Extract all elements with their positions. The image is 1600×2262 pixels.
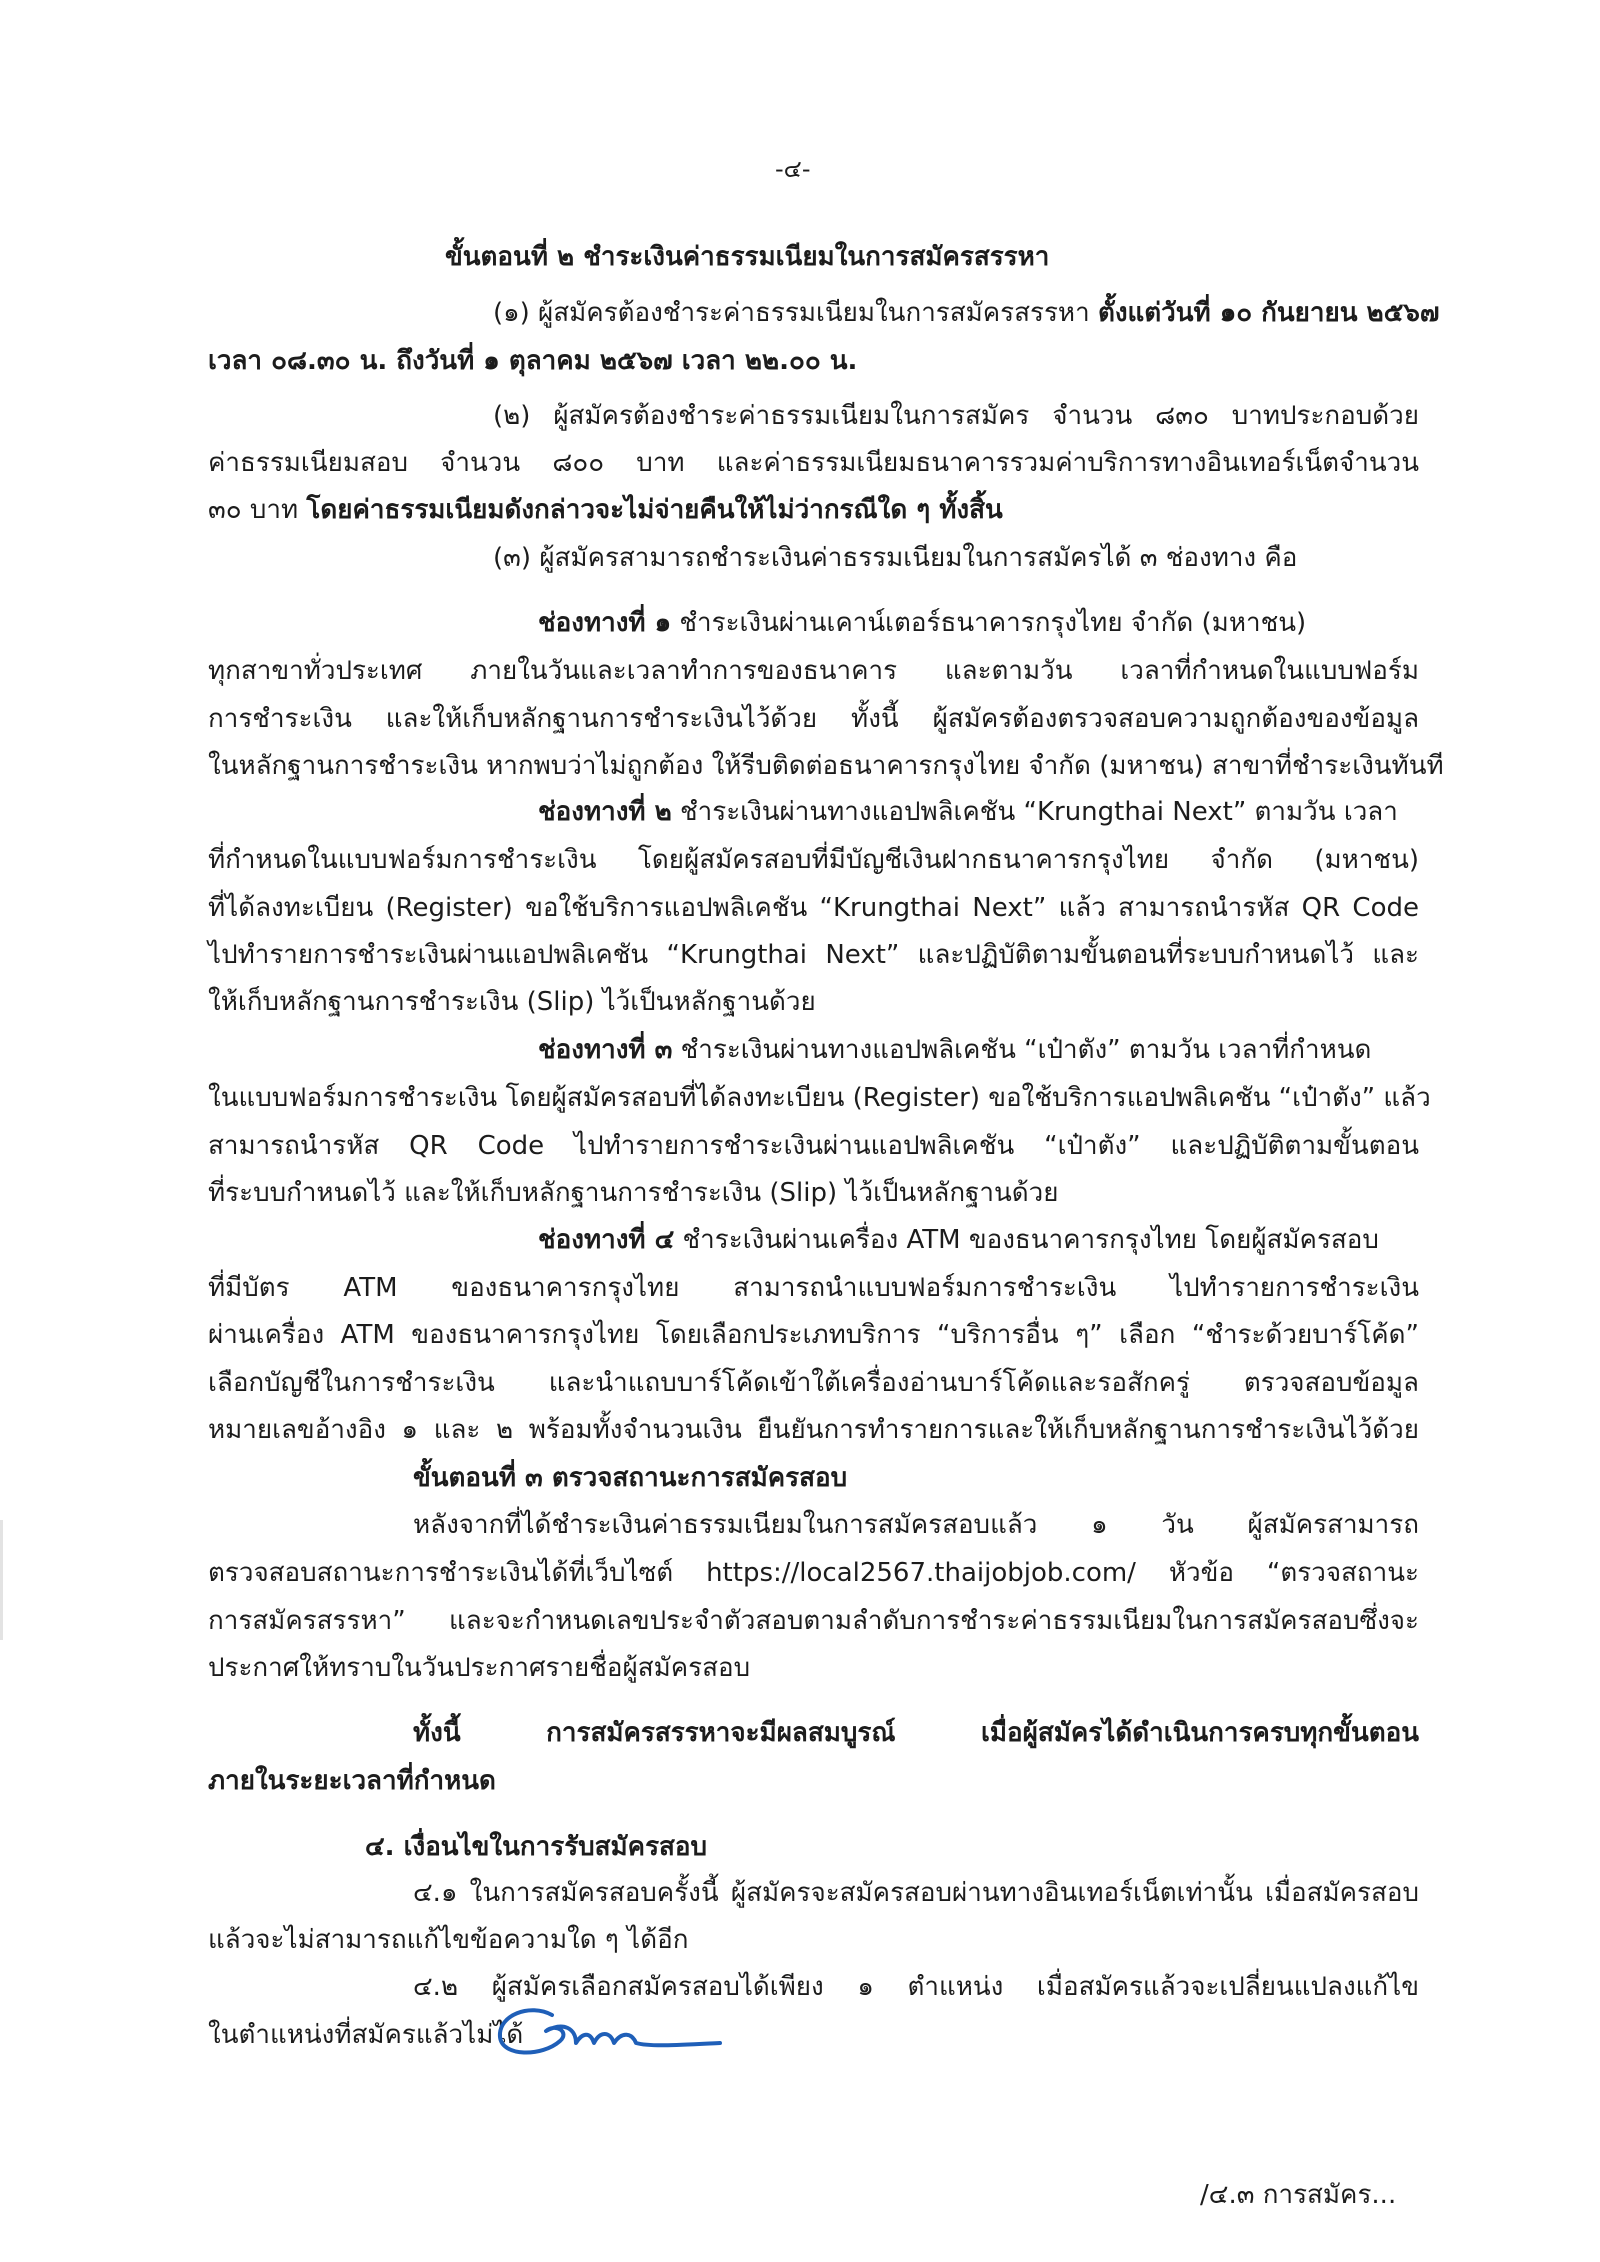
channel4-line2: ที่มีบัตร ATM ของธนาคารกรุงไทย สามารถนำแบบฟอร์มการชำระเงิน ไปทำรายการชำระเงิน — [208, 1273, 1419, 1303]
channel4-line5: หมายเลขอ้างอิง ๑ และ ๒ พร้อมทั้งจำนวนเงิน ยืนยันการทำรายการและให้เก็บหลักฐานการชำระเงินไว้ด้วย — [208, 1415, 1419, 1445]
channel4-line4: เลือกบัญชีในการชำระเงิน และนำแถบบาร์โค้ดเข้าใต้เครื่องอ่านบาร์โค้ดและรอสักครู่ ตรวจสอบข้อมูล — [208, 1368, 1419, 1398]
continue-marker: /๔.๓ การสมัคร... — [1200, 2180, 1397, 2210]
section4-heading: ๔. เงื่อนไขในการรับสมัครสอบ — [365, 1832, 708, 1862]
channel1-label: ช่องทางที่ ๑ — [538, 608, 672, 638]
channel1-line3: การชำระเงิน และให้เก็บหลักฐานการชำระเงินไว้ด้วย ทั้งนี้ ผู้สมัครต้องตรวจสอบความถูกต้องของข้อมูล — [208, 704, 1419, 734]
step2-item2-line1: (๒) ผู้สมัครต้องชำระค่าธรรมเนียมในการสมัคร จำนวน ๘๓๐ บาทประกอบด้วย — [493, 401, 1419, 431]
channel1-text: ชำระเงินผ่านเคาน์เตอร์ธนาคารกรุงไทย จำกัด (มหาชน) — [679, 608, 1307, 638]
channel2-line3: ที่ได้ลงทะเบียน (Register) ขอใช้บริการแอปพลิเคชัน “Krungthai Next” แล้ว สามารถนำรหัส QR Code — [208, 893, 1419, 923]
channel4-label: ช่องทางที่ ๔ — [538, 1225, 675, 1255]
step2-item1-text: (๑) ผู้สมัครต้องชำระค่าธรรมเนียมในการสมัครสรรหา — [493, 298, 1090, 328]
completion-line1: ทั้งนี้ การสมัครสรรหาจะมีผลสมบูรณ์ เมื่อผู้สมัครได้ดำเนินการครบทุกขั้นตอน — [413, 1718, 1419, 1748]
channel2-line4: ไปทำรายการชำระเงินผ่านแอปพลิเคชัน “Krungthai Next” และปฏิบัติตามขั้นตอนที่ระบบกำหนดไว้ และ — [208, 940, 1419, 970]
section4-item1-line2: แล้วจะไม่สามารถแก้ไขข้อความใด ๆ ได้อีก — [208, 1925, 689, 1955]
step2-item1-date: ตั้งแต่วันที่ ๑๐ กันยายน ๒๕๖๗ — [1097, 298, 1440, 328]
step2-item2-line3 — [208, 493, 1003, 527]
step3-line4: ประกาศให้ทราบในวันประกาศรายชื่อผู้สมัครสอบ — [208, 1653, 751, 1683]
channel1-line2: ทุกสาขาทั่วประเทศ ภายในวันและเวลาทำการของธนาคาร และตามวัน เวลาที่กำหนดในแบบฟอร์ม — [208, 656, 1419, 686]
step2-item1-line2: เวลา ๐๘.๓๐ น. ถึงวันที่ ๑ ตุลาคม ๒๕๖๗ เวลา ๒๒.๐๐ น. — [208, 346, 858, 376]
signature-stroke — [500, 2010, 720, 2052]
channel2-line1 — [538, 795, 1398, 829]
step3-heading: ขั้นตอนที่ ๓ ตรวจสถานะการสมัครสอบ — [413, 1463, 848, 1493]
step2-heading: ขั้นตอนที่ ๒ ชำระเงินค่าธรรมเนียมในการสมัครสรรหา — [445, 242, 1050, 272]
section4-item2-line1: ๔.๒ ผู้สมัครเลือกสมัครสอบได้เพียง ๑ ตำแหน่ง เมื่อสมัครแล้วจะเปลี่ยนแปลงแก้ไข — [413, 1972, 1419, 2002]
channel3-line4: ที่ระบบกำหนดไว้ และให้เก็บหลักฐานการชำระเงิน (Slip) ไว้เป็นหลักฐานด้วย — [208, 1178, 1059, 1208]
section4-item1-line1: ๔.๑ ในการสมัครสอบครั้งนี้ ผู้สมัครจะสมัครสอบผ่านทางอินเทอร์เน็ตเท่านั้น เมื่อสมัครสอบ — [413, 1878, 1419, 1908]
channel3-label: ช่องทางที่ ๓ — [538, 1035, 673, 1065]
step2-item3-line1: (๓) ผู้สมัครสามารถชำระเงินค่าธรรมเนียมในการสมัครได้ ๓ ช่องทาง คือ — [493, 543, 1298, 573]
channel4-line3: ผ่านเครื่อง ATM ของธนาคารกรุงไทย โดยเลือกประเภทบริการ “บริการอื่น ๆ” เลือก “ชำระด้วยบาร์โค้ด” — [208, 1320, 1419, 1350]
channel1-line4: ในหลักฐานการชำระเงิน หากพบว่าไม่ถูกต้อง ให้รีบติดต่อธนาคารกรุงไทย จำกัด (มหาชน) สาขาที่ชำระเงินทันที — [208, 751, 1444, 781]
channel3-line2: ในแบบฟอร์มการชำระเงิน โดยผู้สมัครสอบที่ได้ลงทะเบียน (Register) ขอใช้บริการแอปพลิเคชัน “เป๋าตัง” แล้ว — [208, 1083, 1431, 1113]
completion-line2: ภายในระยะเวลาที่กำหนด — [208, 1766, 496, 1796]
section4-item2-line2: ในตำแหน่งที่สมัครแล้วไม่ได้ — [208, 2020, 524, 2050]
step2-item2-nonrefund: โดยค่าธรรมเนียมดังกล่าวจะไม่จ่ายคืนให้ไม่ว่ากรณีใด ๆ ทั้งสิ้น — [306, 495, 1003, 525]
channel4-text: ชำระเงินผ่านเครื่อง ATM ของธนาคารกรุงไทย โดยผู้สมัครสอบ — [682, 1225, 1379, 1255]
step2-item2-amount: ๓๐ บาท — [208, 495, 299, 525]
page-number: -๔- — [775, 155, 811, 183]
channel2-text: ชำระเงินผ่านทางแอปพลิเคชัน “Krungthai Next” ตามวัน เวลา — [680, 797, 1398, 827]
step2-item1-line1 — [493, 296, 1439, 330]
channel3-line1 — [538, 1033, 1371, 1067]
channel4-line1 — [538, 1223, 1379, 1257]
channel2-line2: ที่กำหนดในแบบฟอร์มการชำระเงิน โดยผู้สมัครสอบที่มีบัญชีเงินฝากธนาคารกรุงไทย จำกัด (มหาชน) — [208, 845, 1419, 875]
step3-line3: การสมัครสรรหา” และจะกำหนดเลขประจำตัวสอบตามลำดับการชำระค่าธรรมเนียมในการสมัครสอบซึ่งจะ — [208, 1606, 1419, 1636]
scan-edge-shadow — [0, 1520, 3, 1640]
step3-line2: ตรวจสอบสถานะการชำระเงินได้ที่เว็บไซต์ https://local2567.thaijobjob.com/ หัวข้อ “ตรวจสถานะ — [208, 1558, 1419, 1588]
channel1-line1 — [538, 606, 1306, 640]
step3-line1: หลังจากที่ได้ชำระเงินค่าธรรมเนียมในการสมัครสอบแล้ว ๑ วัน ผู้สมัครสามารถ — [413, 1510, 1419, 1540]
step2-item2-line2: ค่าธรรมเนียมสอบ จำนวน ๘๐๐ บาท และค่าธรรมเนียมธนาคารรวมค่าบริการทางอินเทอร์เน็ตจำนวน — [208, 448, 1419, 478]
channel2-label: ช่องทางที่ ๒ — [538, 797, 672, 827]
channel2-line5: ให้เก็บหลักฐานการชำระเงิน (Slip) ไว้เป็นหลักฐานด้วย — [208, 987, 816, 1017]
signature — [490, 1985, 750, 2065]
channel3-text: ชำระเงินผ่านทางแอปพลิเคชัน “เป๋าตัง” ตามวัน เวลาที่กำหนด — [680, 1035, 1372, 1065]
channel3-line3: สามารถนำรหัส QR Code ไปทำรายการชำระเงินผ่านแอปพลิเคชัน “เป๋าตัง” และปฏิบัติตามขั้นตอน — [208, 1131, 1419, 1161]
